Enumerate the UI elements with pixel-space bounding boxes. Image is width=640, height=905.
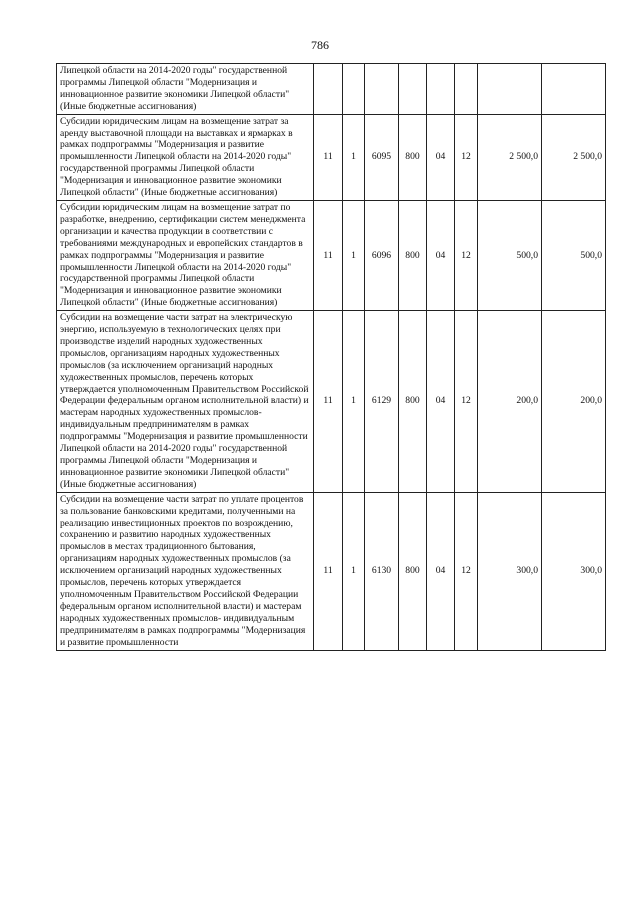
subsection-code: 12	[455, 492, 478, 650]
subprogram-code	[343, 64, 365, 115]
amount-total: 2 500,0	[542, 114, 606, 200]
expense-type	[399, 64, 427, 115]
row-description: Субсидии на возмещение части затрат на электрическую энергию, используемую в технологических целях при производстве изделий народных художественных промыслов, организациям народных художественных промыслов (за исключением организаций народных художественных промыслов, перечень которых утверждается уполномоченным Правительством Российской Федерации федеральным органом исполнительной власти) и мастерам народных художественных промыслов- индивидуальным предпринимателям в рамках подпрограммы "Модернизация и развитие промышленности Липецкой области на 2014-2020 годы" государственной программы Липецкой области "Модернизация и инновационное развитие экономики Липецкой области" (Иные бюджетные ассигнования)	[57, 311, 314, 493]
subsection-code: 12	[455, 114, 478, 200]
amount-total: 300,0	[542, 492, 606, 650]
subsection-code: 12	[455, 200, 478, 310]
program-code	[314, 64, 343, 115]
table-row	[57, 311, 606, 493]
row-description: Субсидии юридическим лицам на возмещение затрат по разработке, внедрению, сертификации систем менеджмента организации и качества продукции в соответствии с требованиями международных и европейских стандартов в рамках подпрограммы "Модернизация и развитие промышленности Липецкой области на 2014-2020 годы" государственной программы Липецкой области "Модернизация и инновационное развитие экономики Липецкой области" (Иные бюджетные ассигнования)	[57, 200, 314, 310]
program-code: 11	[314, 492, 343, 650]
expense-type: 800	[399, 492, 427, 650]
section-code: 04	[427, 311, 455, 493]
subprogram-code: 1	[343, 311, 365, 493]
program-code: 11	[314, 114, 343, 200]
table-row	[57, 200, 606, 310]
row-description: Субсидии на возмещение части затрат по уплате процентов за пользование банковскими кредитами, полученными на реализацию инвестиционных проектов по возрождению, сохранению и развитию народных художественных промыслов в местах традиционного бытования, организациям народных художественных промыслов (за исключением организаций народных художественных промыслов, перечень которых утверждается уполномоченным Правительством Российской Федерации федеральным органом исполнительной власти) и мастерам народных художественных промыслов- индивидуальным предпринимателям в рамках подпрограммы "Модернизация и развитие промышленности	[57, 492, 314, 650]
subprogram-code: 1	[343, 200, 365, 310]
subprogram-code: 1	[343, 492, 365, 650]
target-code: 6095	[365, 114, 399, 200]
subsection-code: 12	[455, 311, 478, 493]
section-code: 04	[427, 114, 455, 200]
row-description: Липецкой области на 2014-2020 годы" государственной программы Липецкой области "Модернизация и инновационное развитие экономики Липецкой области" (Иные бюджетные ассигнования)	[57, 64, 314, 115]
amount-plan: 500,0	[478, 200, 542, 310]
amount-plan: 300,0	[478, 492, 542, 650]
amount-total	[542, 64, 606, 115]
expense-type: 800	[399, 200, 427, 310]
target-code: 6130	[365, 492, 399, 650]
target-code	[365, 64, 399, 115]
subprogram-code: 1	[343, 114, 365, 200]
amount-plan: 2 500,0	[478, 114, 542, 200]
row-description: Субсидии юридическим лицам на возмещение затрат за аренду выставочной площади на выставках и ярмарках в рамках подпрограммы "Модернизация и развитие промышленности Липецкой области на 2014-2020 годы" государственной программы Липецкой области "Модернизация и инновационное развитие экономики Липецкой области" (Иные бюджетные ассигнования)	[57, 114, 314, 200]
expense-type: 800	[399, 114, 427, 200]
budget-table	[56, 63, 606, 651]
amount-total: 500,0	[542, 200, 606, 310]
table-row	[57, 492, 606, 650]
expense-type: 800	[399, 311, 427, 493]
target-code: 6096	[365, 200, 399, 310]
program-code: 11	[314, 200, 343, 310]
section-code: 04	[427, 200, 455, 310]
amount-total: 200,0	[542, 311, 606, 493]
table-body	[57, 64, 606, 651]
table-row	[57, 64, 606, 115]
section-code: 04	[427, 492, 455, 650]
amount-plan: 200,0	[478, 311, 542, 493]
target-code: 6129	[365, 311, 399, 493]
section-code	[427, 64, 455, 115]
page-number: 786	[311, 38, 329, 52]
table-row	[57, 114, 606, 200]
amount-plan	[478, 64, 542, 115]
subsection-code	[455, 64, 478, 115]
program-code: 11	[314, 311, 343, 493]
